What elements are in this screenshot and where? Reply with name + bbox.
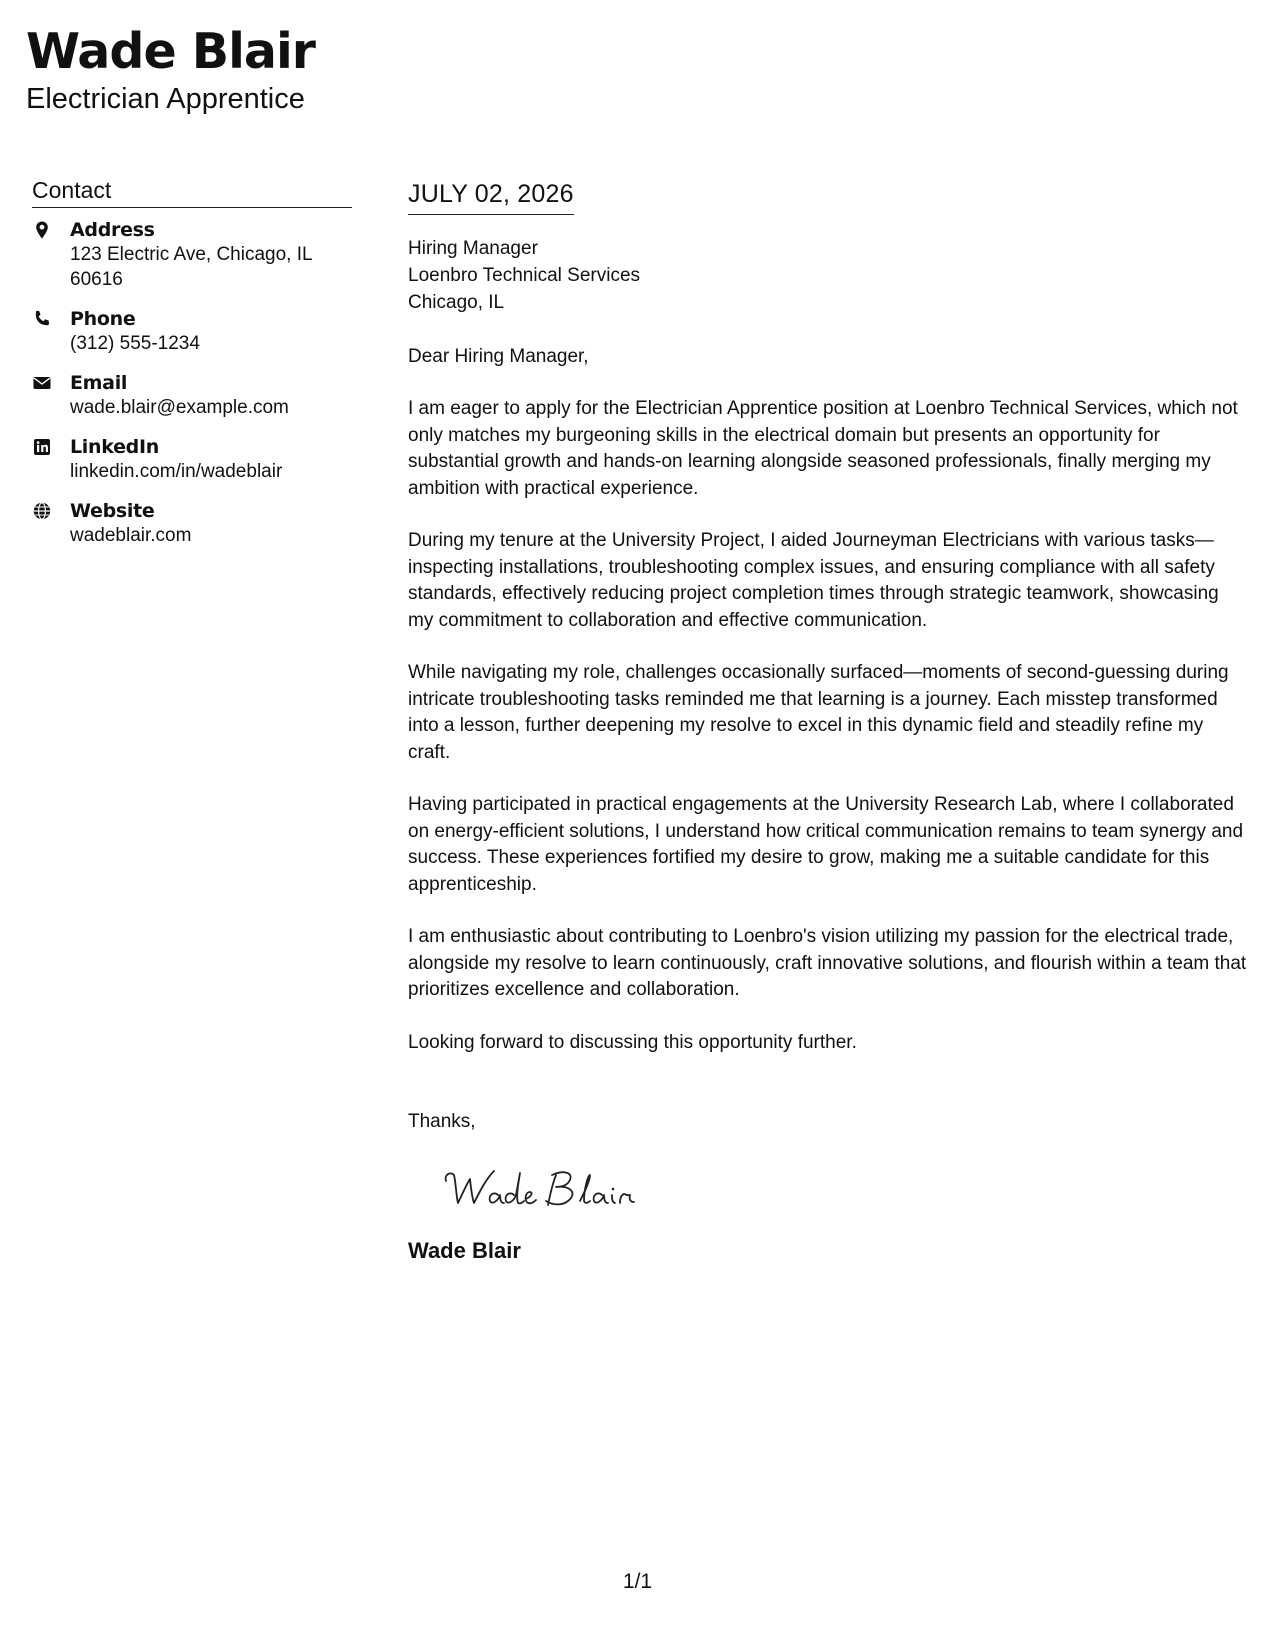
cover-letter-body: [408, 178, 1248, 1265]
handwritten-signature: [440, 1161, 1248, 1221]
applicant-name: Wade Blair: [26, 23, 315, 80]
body-paragraph: During my tenure at the University Project, I aided Journeyman Electricians with various tasks—inspecting installations, troubleshooting complex issues, and ensuring compliance with all safety standards, effectively reducing project completion times through strategic teamwork, showcasing my commitment to collaboration and effective communication.: [408, 530, 1219, 631]
recipient-name: Hiring Manager: [408, 238, 538, 259]
contact-label-linkedin: LinkedIn: [70, 436, 159, 458]
map-pin-icon: [32, 218, 70, 292]
contact-item-website: [32, 499, 352, 548]
resume-header: [26, 22, 315, 116]
linkedin-icon: [32, 435, 70, 484]
linkedin-link[interactable]: linkedin.com/in/wadeblair: [70, 461, 283, 482]
page-number: 1/1: [622, 1570, 653, 1593]
recipient-block: [408, 235, 1248, 316]
body-paragraph: I am enthusiastic about contributing to Loenbro's vision utilizing my passion for the electrical trade, alongside my resolve to learn continuously, craft innovative solutions, and flourish within a team that prioritizes excellence and collaboration.: [408, 926, 1247, 1000]
phone-value[interactable]: (312) 555-1234: [70, 333, 200, 354]
envelope-icon: [32, 371, 70, 420]
contact-item-linkedin: [32, 435, 352, 484]
job-title: Electrician Apprentice: [26, 83, 305, 115]
recipient-location: Chicago, IL: [408, 292, 505, 313]
contact-item-address: [32, 218, 352, 292]
contact-label-website: Website: [70, 500, 155, 522]
body-paragraph: Looking forward to discussing this opportunity further.: [408, 1031, 857, 1053]
email-link[interactable]: wade.blair@example.com: [70, 397, 289, 418]
address-value: 123 Electric Ave, Chicago, IL 60616: [70, 244, 312, 290]
globe-icon: [32, 499, 70, 548]
contact-label-address: Address: [70, 219, 155, 241]
body-paragraph: Having participated in practical engagements at the University Research Lab, where I collaborated on energy-efficient solutions, I understand how critical communication remains to team synergy and success. These experiences fortified my desire to grow, making me a suitable candidate for this apprenticeship.: [408, 794, 1244, 895]
body-paragraph: While navigating my role, challenges occasionally surfaced—moments of second-guessing during intricate troubleshooting tasks reminded me that learning is a journey. Each misstep transformed into a lesson, further deepening my resolve to excel in this dynamic field and steadily refine my craft.: [408, 662, 1229, 763]
body-paragraph: I am eager to apply for the Electrician Apprentice position at Loenbro Technical Services, which not only matches my burgeoning skills in the electrical domain but presents an opportunity for substantial growth and hands-on learning alongside seasoned professionals, finally merging my ambition with practical experience.: [408, 398, 1238, 499]
letter-date-block: [408, 178, 574, 215]
phone-icon: [32, 307, 70, 356]
salutation: Dear Hiring Manager,: [408, 346, 589, 367]
contact-sidebar: [32, 175, 352, 563]
contact-label-email: Email: [70, 372, 128, 394]
contact-item-email: [32, 371, 352, 420]
website-link[interactable]: wadeblair.com: [70, 525, 192, 546]
letter-date: JULY 02, 2026: [408, 180, 574, 208]
contact-heading: Contact: [32, 175, 352, 208]
contact-item-phone: [32, 307, 352, 356]
recipient-company: Loenbro Technical Services: [408, 265, 641, 286]
contact-label-phone: Phone: [70, 308, 136, 330]
closing-line: Thanks,: [408, 1111, 476, 1132]
signed-name: Wade Blair: [408, 1238, 521, 1263]
